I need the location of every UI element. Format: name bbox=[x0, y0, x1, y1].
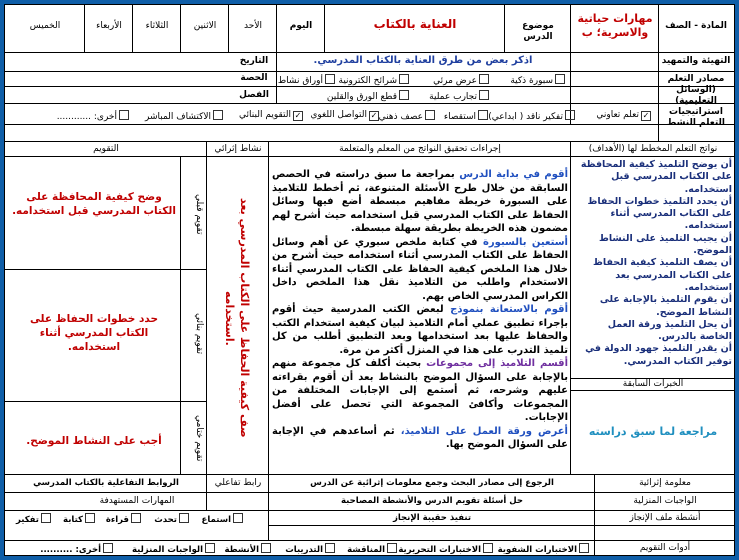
lesson-plan-page bbox=[4, 4, 735, 556]
outcome-item: أن يصف التلميذ كيفية الحفاظ على الكتاب المدرسي بعد استخدامه. bbox=[593, 257, 732, 293]
intro-value: اذكر بعض من طرق العناية بالكتاب المدرسي. bbox=[313, 55, 533, 66]
checkbox-icon[interactable] bbox=[179, 513, 189, 523]
checkbox-icon[interactable] bbox=[555, 74, 565, 84]
tool-oral: الاختبارات الشفوية bbox=[498, 543, 589, 556]
tool-exercises: التدريبات bbox=[285, 543, 335, 556]
strategy-brainstorm: عصف ذهني bbox=[379, 110, 435, 123]
strategy-other: أخرى: ............ bbox=[57, 110, 129, 123]
checkbox-icon[interactable] bbox=[205, 543, 215, 553]
day-wednesday: الأربعاء bbox=[96, 21, 122, 31]
procedures-header: إجراءات تحقيق النواتج من المعلم والمتعلمة bbox=[339, 144, 501, 154]
skills-label: المهارات المستهدفة bbox=[99, 496, 175, 506]
check-icon[interactable]: ✓ bbox=[294, 111, 302, 120]
day-thursday: الخميس bbox=[29, 21, 61, 31]
activity-text: صف كيفية الحفاظ على الكتاب المدرسي بعد استخدامه. bbox=[223, 198, 251, 438]
links-label: رابط تفاعلي bbox=[214, 478, 262, 488]
resource-paper: قطع الورق والقلين bbox=[327, 90, 409, 103]
checkbox-icon[interactable] bbox=[399, 74, 409, 84]
tool-other: أخرى: .......... bbox=[40, 543, 113, 556]
strategy-language: ✓التواصل اللغوي bbox=[310, 110, 378, 120]
homework-value: حل أسئلة تقويم الدرس والأنشطة المصاحبة bbox=[341, 496, 523, 506]
checkbox-icon[interactable] bbox=[325, 74, 335, 84]
strategy-inquiry: استقصاء bbox=[444, 110, 488, 123]
strategies-label: استراتيجيات التعلم النشط bbox=[666, 107, 726, 128]
prior-value: مراجعة لما سبق دراسته bbox=[588, 425, 718, 438]
strategy-formative: ✓التقويم البنائي bbox=[239, 110, 302, 120]
eval-label-pre: تقويم قبلي bbox=[194, 193, 204, 235]
day-tuesday: الثلاثاء bbox=[145, 21, 169, 31]
outcome-item: أن يجيب التلميذ على النشاط الموضح. bbox=[598, 232, 732, 257]
subject-label: المادة - الصف bbox=[665, 21, 727, 31]
resource-smartboard: سبورة ذكية bbox=[510, 74, 565, 87]
portfolio-label: أنشطة ملف الإنجاز bbox=[629, 513, 701, 523]
skill-listening: استماع bbox=[202, 513, 243, 526]
outcome-item: أن يقوم التلميذ بالإجابة على النشاط الموضح. bbox=[599, 294, 732, 318]
procedures-block bbox=[272, 168, 568, 452]
checkbox-icon[interactable] bbox=[387, 543, 397, 553]
resource-worksheets: أوراق نشاط bbox=[278, 74, 335, 87]
skill-speaking: تحدث bbox=[154, 513, 189, 526]
resources-label: مصادر التعلم (الوسائل التعليمية) bbox=[667, 74, 725, 106]
tool-activities: الأنشطة bbox=[224, 543, 271, 556]
tool-discussion: المناقشة bbox=[347, 543, 397, 556]
check-icon[interactable]: ✓ bbox=[370, 111, 378, 120]
resource-video: عرض مرئي bbox=[433, 74, 489, 87]
procedure-step: أستعين بالسبورة في كتابة ملخص سبوري عن أهم وسائل الحفاظ على الكتاب المدرسي أثناء استخدامه حيث أشرح من خلال هذا الملخص كيفية الحفاظ على الكتاب المدرسي أثناء الاستخدام واطلب من التلاميذ نقل هذا الملخص داخل الكراس المدرسي الخاص بهم. bbox=[272, 236, 568, 302]
info-label: معلومة إثرائية bbox=[639, 478, 691, 488]
checkbox-icon[interactable] bbox=[41, 513, 51, 523]
subject-value: مهارات حياتية والاسرية؛ ب bbox=[577, 12, 653, 39]
eval-text-pre: وضح كيفية المحافظة على الكتاب المدرسي قبل استخدامه. bbox=[12, 191, 176, 217]
skill-reading: قراءة bbox=[106, 513, 141, 526]
links-value: الروابط التفاعلية بالكتاب المدرسي bbox=[33, 478, 179, 488]
check-icon[interactable]: ✓ bbox=[642, 111, 650, 120]
intro-label: التهيئة والتمهيد bbox=[661, 56, 731, 66]
procedure-step: أعرض ورقة العمل على التلاميذ، ثم أساعدهم في الإجابة على السؤال الموضح بها. bbox=[272, 425, 568, 450]
date-label: التاريخ bbox=[239, 56, 269, 66]
tool-homework: الواجبات المنزلية bbox=[132, 543, 215, 556]
day-label: اليوم bbox=[289, 21, 313, 31]
day-sunday: الأحد bbox=[244, 21, 262, 31]
topic-value: العناية بالكتاب bbox=[373, 17, 457, 31]
strategy-critical: تفكير ناقد ( ابداعي) bbox=[488, 110, 575, 123]
outcomes-header: نواتج التعلم المخطط لها (الأهداف) bbox=[588, 144, 718, 154]
eval-text-formative: حدد خطوات الحفاظ على الكتاب المدرسي أثناء استخدامه. bbox=[29, 313, 159, 353]
eval-label-summative: تقويم ختامي bbox=[194, 414, 204, 462]
eval-text-summative: أجب على النشاط الموضح. bbox=[26, 435, 162, 447]
topic-label: موضوع الدرس bbox=[522, 21, 554, 42]
resource-experiments: تجارب عملية bbox=[429, 90, 489, 103]
checkbox-icon[interactable] bbox=[85, 513, 95, 523]
outcome-item: أن يوضح التلميذ كيفية المحافظة على الكتاب المدرسي قبل استخدامه. bbox=[580, 159, 732, 195]
checkbox-icon[interactable] bbox=[261, 543, 271, 553]
checkbox-icon[interactable] bbox=[483, 543, 493, 553]
skill-writing: كتابة bbox=[63, 513, 95, 526]
portfolio-value: تنفيذ حقيبة الإنجاز bbox=[392, 513, 472, 523]
eval-label-formative: تقويم بنائي bbox=[194, 313, 204, 355]
procedure-step: أقوم في بداية الدرس بمراجعة ما سبق دراسته في الحصص السابقة من خلال طرح الأسئلة المتنوعة، ثم أخطط للتلاميذ على السبورة خريطة مفاهيم مبسطة أضع فيها وسائل الحفاظ على الكتاب المدرسي قبل استخدامه حيث أشرح لهم مضمون هذه الخريطة بطريقة سهلة مبسطة. bbox=[272, 169, 569, 234]
checkbox-icon[interactable] bbox=[233, 513, 243, 523]
tools-label: أدوات التقويم bbox=[639, 543, 691, 553]
evaluation-header: التقويم bbox=[93, 144, 119, 154]
checkbox-icon[interactable] bbox=[399, 90, 409, 100]
resource-slides: شرائح الكترونية bbox=[339, 74, 409, 87]
skill-thinking: تفكير bbox=[16, 513, 51, 526]
checkbox-icon[interactable] bbox=[479, 90, 489, 100]
outcome-item: أن يحل التلميذ ورقة العمل الخاصة بالدرس. bbox=[607, 318, 732, 343]
day-monday: الاثنين bbox=[193, 21, 217, 31]
checkbox-icon[interactable] bbox=[103, 543, 113, 553]
border-top bbox=[4, 4, 735, 5]
procedure-step: أقوم بالاستعانة بنموذج لبعض الكتب المدرسية حيث أقوم بإجراء تطبيق عملي أمام التلاميذ لبيان كيفية استخدام الكتب والحفاظ عليها بعد استخدامها وبعد التطبيق أطلب من كل تلميذ التدرب على هذا في المنزل أكثر من مرة. bbox=[272, 304, 568, 356]
outcome-item: أن يحدد التلميذ خطوات الحفاظ على الكتاب المدرسي أثناء استخدامه. bbox=[587, 195, 732, 232]
checkbox-icon[interactable] bbox=[325, 543, 335, 553]
prior-label: الخبرات السابقة bbox=[622, 379, 684, 389]
strategy-cooperative: ✓تعلم تعاوني bbox=[596, 110, 650, 120]
activity-header: نشاط إثرائي bbox=[214, 144, 262, 154]
info-value: الرجوع إلى مصادر البحث وجمع معلومات إثرائية عن الدرس bbox=[310, 478, 554, 488]
strategy-discovery: الاكتشاف المباشر bbox=[145, 110, 223, 123]
checkbox-icon[interactable] bbox=[479, 74, 489, 84]
checkbox-icon[interactable] bbox=[478, 110, 488, 120]
checkbox-icon[interactable] bbox=[565, 110, 575, 120]
checkbox-icon[interactable] bbox=[213, 110, 223, 120]
checkbox-icon[interactable] bbox=[579, 543, 589, 553]
checkbox-icon[interactable] bbox=[425, 110, 435, 120]
homework-label: الواجبات المنزلية bbox=[633, 496, 697, 506]
outcomes-list bbox=[574, 159, 732, 368]
procedure-step: أقسم التلاميذ إلى مجموعات بحيث أكلف كل مجموعة منهم بالإجابة على السؤال الموضح بالنشاط بعد أن أقوم بقراءته عليهم وشرحه، ثم أستمع إلى الإجابات المختلفة من المجموعات وأكافئ المجموعة التي تحصل على أفضل الإجابات. bbox=[272, 358, 568, 423]
checkbox-icon[interactable] bbox=[131, 513, 141, 523]
checkbox-icon[interactable] bbox=[119, 110, 129, 120]
tool-written: الاختبارات التحريرية bbox=[398, 543, 493, 556]
period-label: الحصة bbox=[240, 73, 268, 83]
class-label: الفصل bbox=[239, 90, 269, 100]
outcome-item: أن يقدر التلميذ جهود الدولة في توفير الكتاب المدرسي. bbox=[585, 343, 732, 367]
